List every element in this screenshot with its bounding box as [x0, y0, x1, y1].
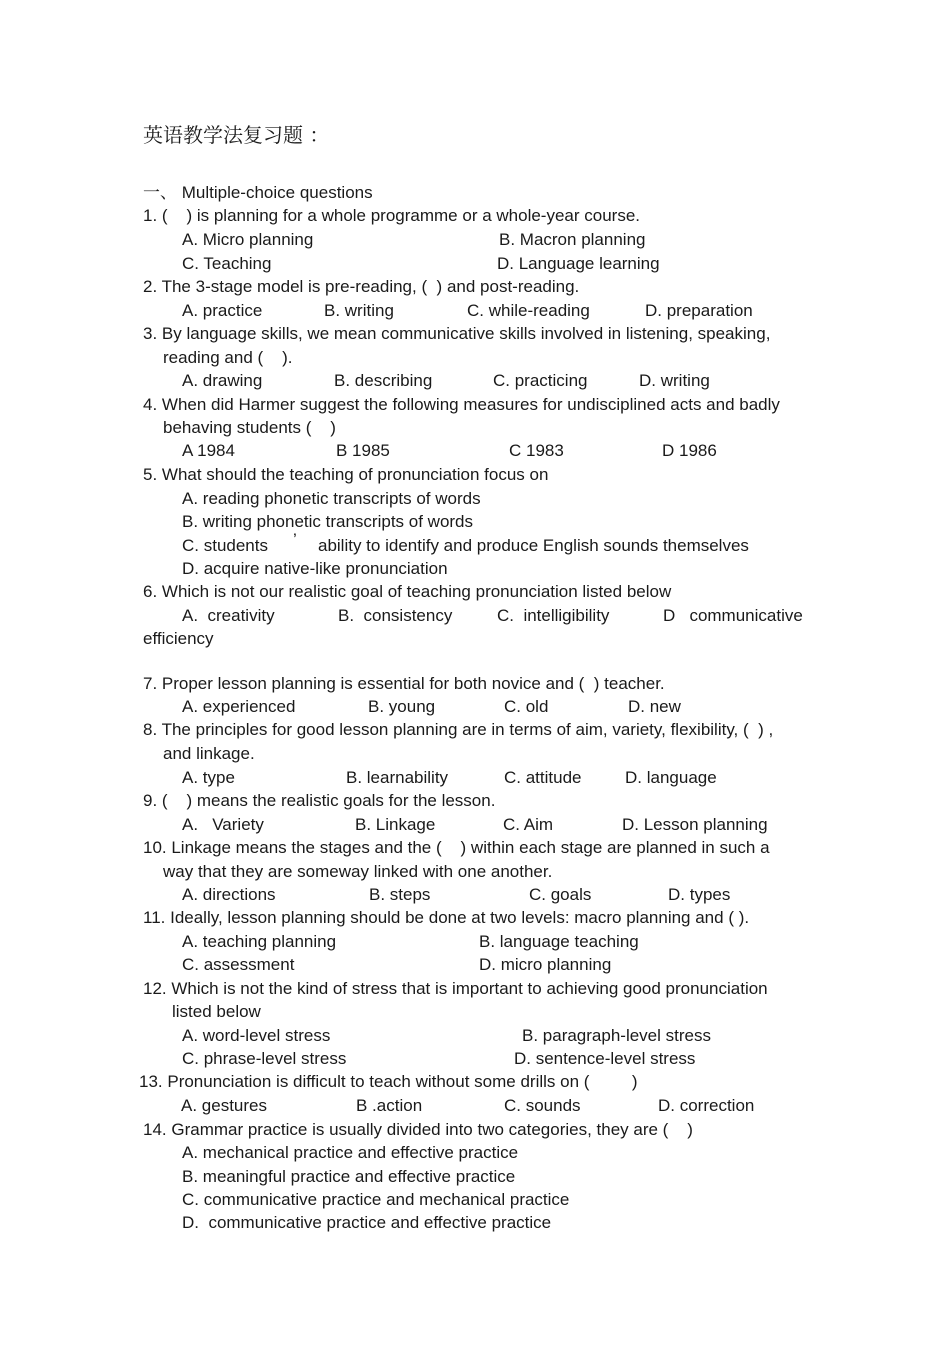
option-c: C. assessment — [182, 955, 295, 974]
question-stem: 13. Pronunciation is difficult to teach without some drills on ( ) — [139, 1072, 638, 1091]
option-b: B .action — [356, 1096, 423, 1115]
option-d: D. acquire native-like pronunciation — [182, 559, 448, 578]
question-stem-continued: way that they are someway linked with one another. — [163, 862, 553, 881]
option-c-continued: ability to identify and produce English sounds themselves — [318, 536, 749, 555]
question-stem: 1. ( ) is planning for a whole programme or a whole-year course. — [143, 206, 641, 225]
option-b: B. meaningful practice and effective practice — [182, 1167, 516, 1186]
option-d: D. correction — [658, 1096, 755, 1115]
option-b: B. consistency — [338, 606, 453, 625]
option-d: D 1986 — [662, 441, 717, 460]
question-stem: 9. ( ) means the realistic goals for the lesson. — [143, 791, 496, 810]
question-stem-continued: reading and ( ). — [163, 348, 293, 367]
document-title: 英语教学法复习题 ： — [143, 123, 330, 147]
question-stem: 11. Ideally, lesson planning should be done at two levels: macro planning and ( ). — [143, 908, 750, 927]
option-c: C. practicing — [493, 371, 588, 390]
option-a: A. reading phonetic transcripts of words — [182, 489, 481, 508]
option-a: A. gestures — [181, 1096, 267, 1115]
question-stem: 7. Proper lesson planning is essential for both novice and ( ) teacher. — [143, 674, 665, 693]
option-a: A. word-level stress — [182, 1026, 331, 1045]
apostrophe-mark: ’ — [293, 530, 297, 549]
option-a: A. practice — [182, 301, 263, 320]
option-c: C. students — [182, 536, 268, 555]
question-stem: 5. What should the teaching of pronunciation focus on — [143, 465, 549, 484]
option-d: D. micro planning — [479, 955, 612, 974]
option-d: D. Lesson planning — [622, 815, 768, 834]
question-stem-continued: listed below — [172, 1002, 261, 1021]
option-a: A. drawing — [182, 371, 263, 390]
section-heading: 一、 Multiple-choice questions — [143, 183, 373, 202]
question-stem-continued: behaving students ( ) — [163, 418, 336, 437]
option-b: B 1985 — [336, 441, 390, 460]
option-c: C. intelligibility — [497, 606, 610, 625]
option-c: C. goals — [529, 885, 592, 904]
question-stem: 6. Which is not our realistic goal of teaching pronunciation listed below — [143, 582, 672, 601]
option-d: D. types — [668, 885, 731, 904]
option-a: A. creativity — [182, 606, 275, 625]
option-c: C. while-reading — [467, 301, 590, 320]
option-c: C. Teaching — [182, 254, 272, 273]
option-c: C. phrase-level stress — [182, 1049, 347, 1068]
option-a: A. teaching planning — [182, 932, 337, 951]
option-a: A. type — [182, 768, 235, 787]
option-d: D. sentence-level stress — [514, 1049, 696, 1068]
option-b: B. learnability — [346, 768, 449, 787]
option-b: B. Macron planning — [499, 230, 646, 249]
option-d: D. preparation — [645, 301, 753, 320]
option-d: D communicative — [663, 606, 803, 625]
option-d: D. new — [628, 697, 681, 716]
question-stem: 8. The principles for good lesson planning are in terms of aim, variety, flexibility, ( ) , — [143, 720, 774, 739]
option-d: D. Language learning — [497, 254, 660, 273]
option-d: D. language — [625, 768, 717, 787]
question-stem-continued: and linkage. — [163, 744, 255, 763]
option-b: B. describing — [334, 371, 433, 390]
option-a: A. mechanical practice and effective practice — [182, 1143, 519, 1162]
option-c: C. attitude — [504, 768, 582, 787]
option-d: D. writing — [639, 371, 710, 390]
option-b: B. paragraph-level stress — [522, 1026, 711, 1045]
option-c: C. sounds — [504, 1096, 581, 1115]
question-stem: 14. Grammar practice is usually divided into two categories, they are ( ) — [143, 1120, 693, 1139]
option-c: C. communicative practice and mechanical practice — [182, 1190, 570, 1209]
option-c: C. Aim — [503, 815, 554, 834]
option-a: A. Micro planning — [182, 230, 314, 249]
question-stem: 3. By language skills, we mean communicative skills involved in listening, speaking, — [143, 324, 771, 343]
option-a: A 1984 — [182, 441, 235, 460]
option-b: B. young — [368, 697, 436, 716]
question-stem: 12. Which is not the kind of stress that is important to achieving good pronunciation — [143, 979, 768, 998]
option-b: B. writing phonetic transcripts of words — [182, 512, 474, 531]
option-d: D. communicative practice and effective practice — [182, 1213, 552, 1232]
option-b: B. Linkage — [355, 815, 436, 834]
option-d-continued: efficiency — [143, 629, 214, 648]
option-c: C. old — [504, 697, 549, 716]
question-stem: 2. The 3-stage model is pre-reading, ( ) and post-reading. — [143, 277, 580, 296]
option-a: A. experienced — [182, 697, 296, 716]
question-stem: 10. Linkage means the stages and the ( ) within each stage are planned in such a — [143, 838, 770, 857]
option-a: A. Variety — [182, 815, 264, 834]
option-b: B. steps — [369, 885, 431, 904]
option-a: A. directions — [182, 885, 276, 904]
option-c: C 1983 — [509, 441, 564, 460]
option-b: B. language teaching — [479, 932, 639, 951]
option-b: B. writing — [324, 301, 394, 320]
question-stem: 4. When did Harmer suggest the following measures for undisciplined acts and badly — [143, 395, 780, 414]
